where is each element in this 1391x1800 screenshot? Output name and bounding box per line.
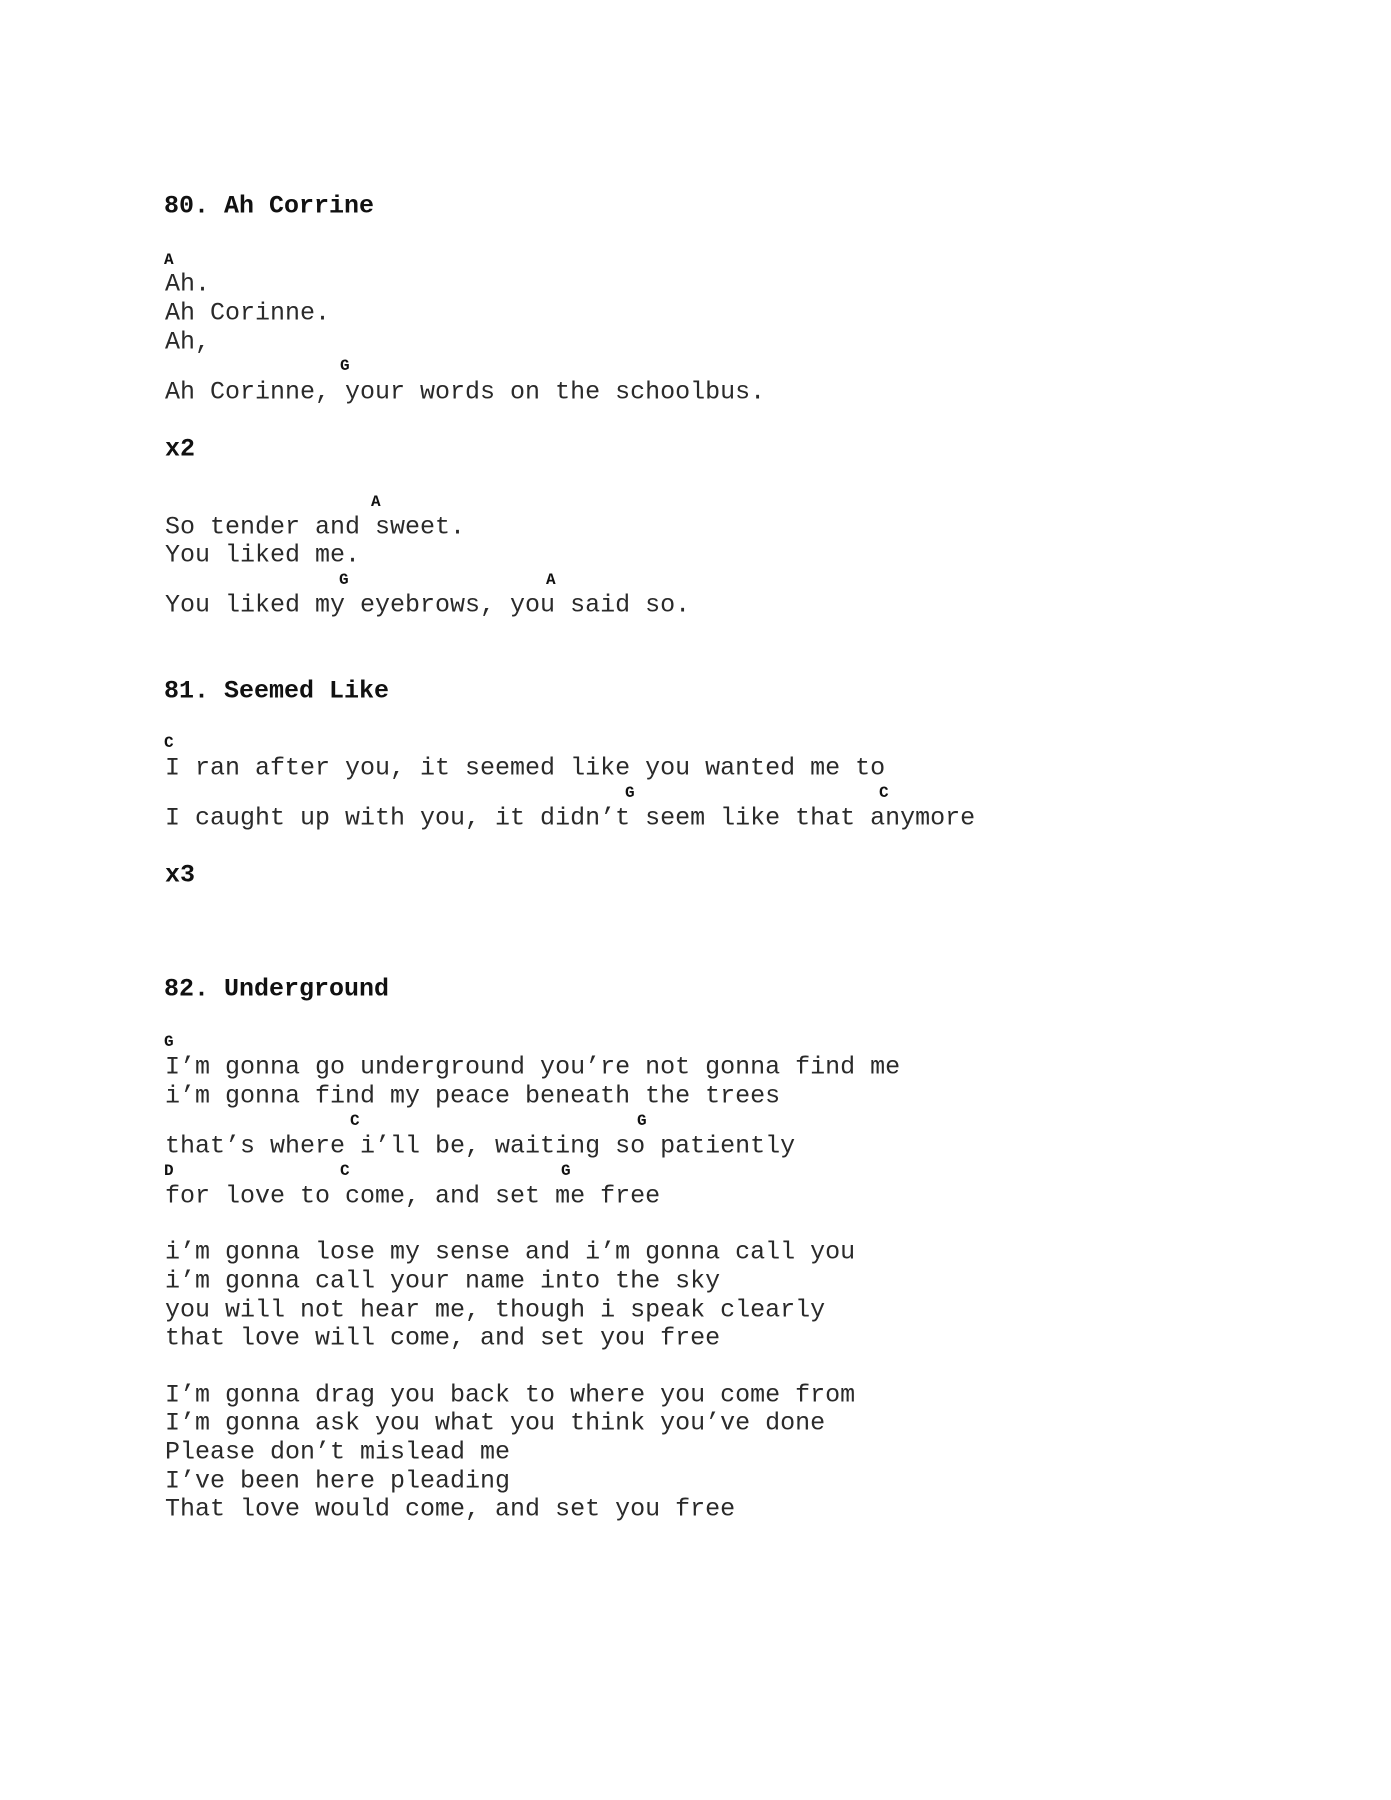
lyric-line: Ah Corinne. bbox=[165, 298, 331, 328]
chord: G bbox=[561, 1162, 571, 1180]
song-title: 80. Ah Corrine bbox=[164, 191, 375, 221]
chord: A bbox=[546, 571, 556, 589]
lyric-line: you will not hear me, though i speak clearly bbox=[165, 1295, 826, 1325]
lyric-line: I’m gonna go underground you’re not gonna find me bbox=[165, 1052, 901, 1082]
chord: C bbox=[879, 784, 889, 802]
chord: G bbox=[164, 1033, 174, 1051]
lyric-line: Ah Corinne, your words on the schoolbus. bbox=[165, 377, 766, 407]
lyric-line: I ran after you, it seemed like you wanted me to bbox=[165, 753, 886, 783]
lyric-line: i’m gonna find my peace beneath the trees bbox=[165, 1081, 781, 1111]
lyric-line: for love to come, and set me free bbox=[165, 1181, 661, 1211]
chord: C bbox=[350, 1112, 360, 1130]
chord: G bbox=[625, 784, 635, 802]
lyric-line: that love will come, and set you free bbox=[165, 1323, 721, 1353]
chord: D bbox=[164, 1162, 174, 1180]
chord: A bbox=[164, 251, 174, 269]
lyric-line: I caught up with you, it didn’t seem like that anymore bbox=[165, 803, 976, 833]
lyric-line: I’m gonna drag you back to where you come from bbox=[165, 1380, 856, 1410]
lyric-line: that’s where i’ll be, waiting so patiently bbox=[165, 1131, 796, 1161]
song-title: 82. Underground bbox=[164, 974, 390, 1004]
lyric-line: I’m gonna ask you what you think you’ve done bbox=[165, 1408, 826, 1438]
lyric-line: i’m gonna lose my sense and i’m gonna call you bbox=[165, 1237, 856, 1267]
chord: C bbox=[340, 1162, 350, 1180]
lyric-line: You liked me. bbox=[165, 540, 361, 570]
lyric-line: So tender and sweet. bbox=[165, 512, 466, 542]
chord: G bbox=[339, 571, 349, 589]
lyric-line: You liked my eyebrows, you said so. bbox=[165, 590, 691, 620]
lyric-line: i’m gonna call your name into the sky bbox=[165, 1266, 721, 1296]
lyric-line: Please don’t mislead me bbox=[165, 1437, 511, 1467]
lyric-line: Ah. bbox=[165, 269, 211, 299]
chord: C bbox=[164, 734, 174, 752]
lyric-line: I’ve been here pleading bbox=[165, 1466, 511, 1496]
chord: G bbox=[340, 357, 350, 375]
repeat-marker: x2 bbox=[165, 434, 196, 464]
lyric-line: That love would come, and set you free bbox=[165, 1494, 736, 1524]
chord: A bbox=[371, 493, 381, 511]
repeat-marker: x3 bbox=[165, 860, 196, 890]
song-title: 81. Seemed Like bbox=[164, 676, 390, 706]
chord: G bbox=[637, 1112, 647, 1130]
lyric-line: Ah, bbox=[165, 327, 211, 357]
